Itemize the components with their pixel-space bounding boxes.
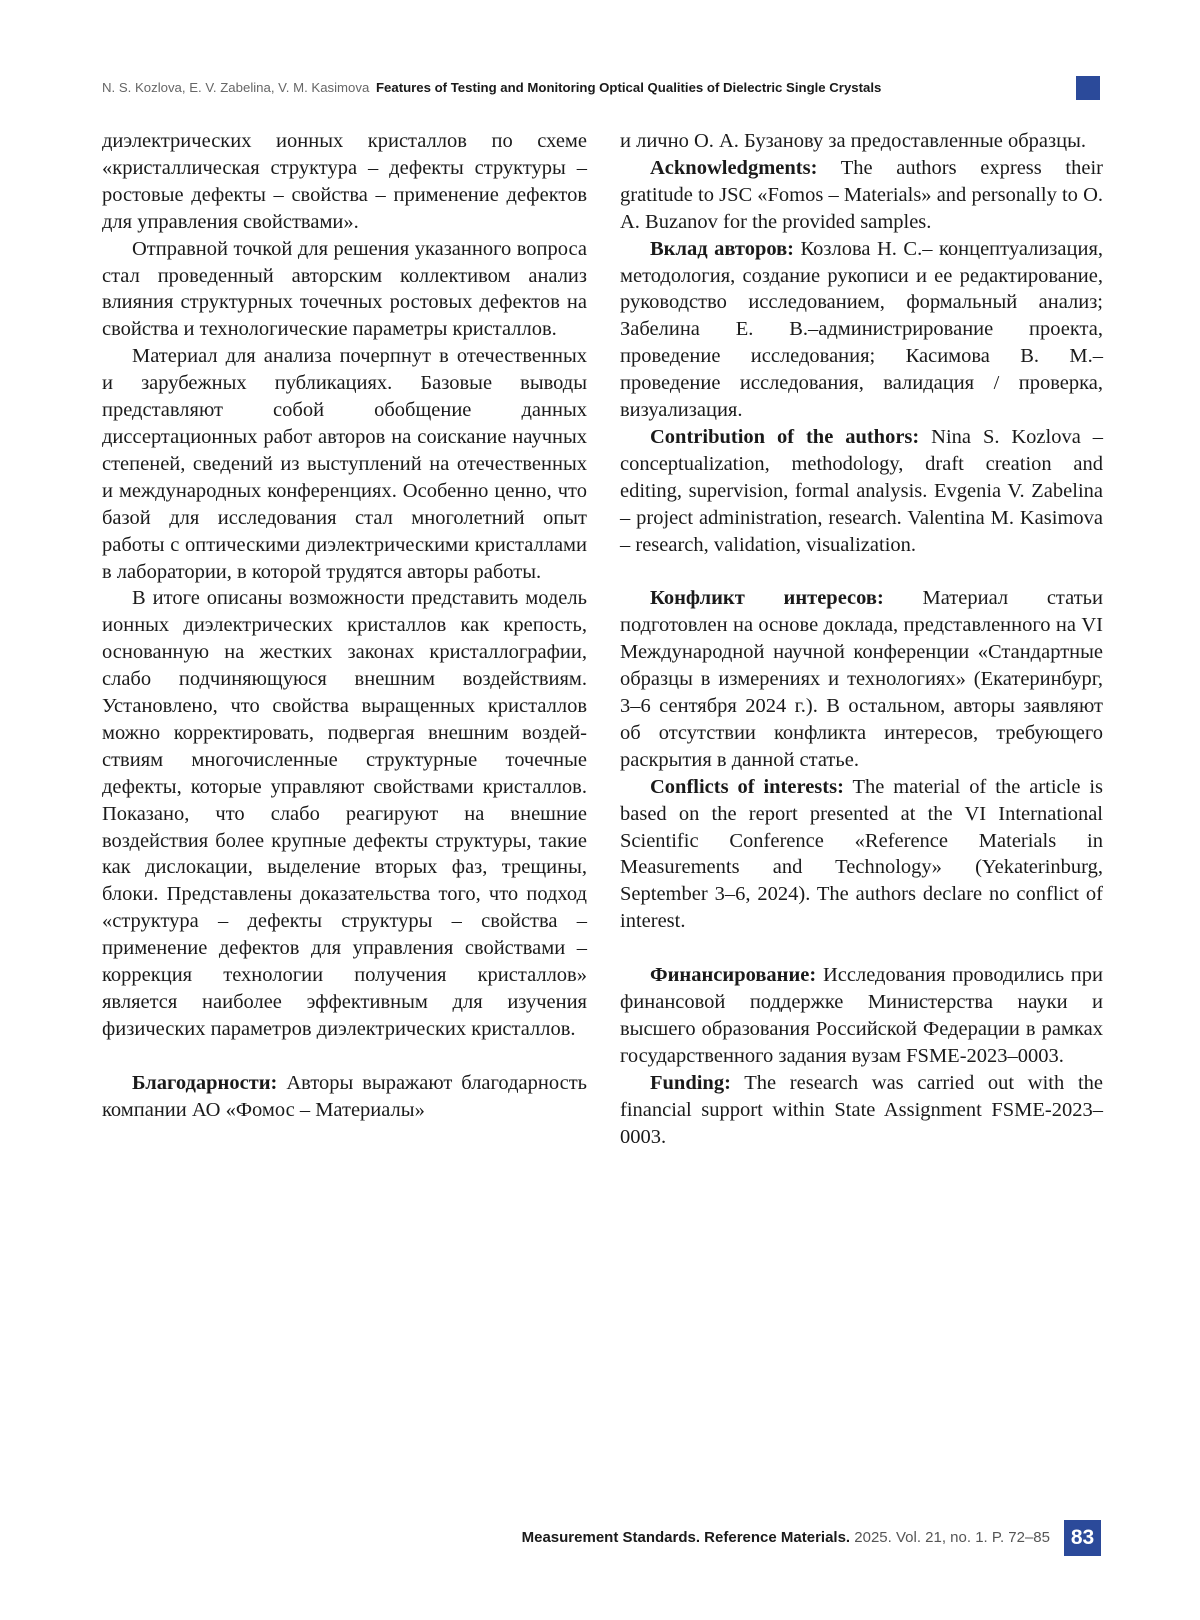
conflict-ru (620, 585, 1103, 773)
funding-en-text: The research was carried out with the financial support within State Assignment FSME-2023–0003. (620, 1071, 1103, 1148)
running-header (102, 76, 1100, 100)
conflict-ru-label: Конфликт интересов: (650, 587, 884, 610)
funding-en (620, 1070, 1103, 1151)
running-footer (460, 1522, 1050, 1554)
funding-en-label: Funding: (650, 1071, 731, 1094)
header-accent-square (1076, 76, 1100, 100)
acknowledgments-en-text: The authors express their gratitude to JSC «Fomos – Materials» and personally to O. A. Buzanov for the provided samples. (620, 156, 1103, 233)
paragraph-conclusion: В итоге описаны возможности представить модель ионных диэлектрических кристаллов как крепость, основанную на жестких законах кристаллографии, слабо подчиняющуюся внешним воздействиям. Установлено, что свойства выращенных кристаллов можно корректировать, подвергая внешним воздействиям многочисленные структурные точечные дефекты, которые управляют свойствами кристаллов. Показано, что слабо реагируют на внешние воздействия более крупные дефекты структуры, такие как дислокации, выделение вторых фаз, трещины, блоки. Представлены доказательства того, что подход «структура – дефекты структуры – свойства – применение дефектов для управления свойствами – коррекция технологии получения кристаллов» является наиболее эффективным для изучения физических параметров диэлектрических кристаллов. (102, 587, 587, 1040)
contribution-en (620, 424, 1103, 559)
contribution-ru-text: Козлова Н. С.– концептуализация, методология, создание рукописи и ее редактирование, руководство исследованием, формальный анализ; Забелина Е. В.–администрирование проекта, проведение исследования; Касимова В. М.– проведение исследования, валидация / проверка, визуализация. (620, 237, 1103, 422)
conflict-ru-text: Материал статьи подготовлен на основе доклада, представленного на VI Международной научной конференции «Стандартные образцы в измерениях и технологиях» (Екатеринбург, 3–6 сентября 2024 г.). В остальном, авторы заявляют об отсутствии конфликта интересов, требующего раскрытия в данной статье. (620, 587, 1103, 771)
header-authors: N. S. Kozlova, E. V. Zabelina, V. M. Kasimova (102, 80, 370, 95)
footer-journal-name: Measurement Standards. Reference Materials. (521, 1529, 851, 1546)
acknowledgments-en (620, 155, 1103, 236)
header-article-title: Features of Testing and Monitoring Optical Qualities of Dielectric Single Crystals (375, 80, 882, 95)
left-column (102, 128, 587, 1124)
funding-ru-text: Исследования проводились при финансовой поддержке Министерства науки и высшего образования Российской Федерации в рамках государственного задания вузам FSME-2023–0003. (620, 964, 1103, 1067)
contribution-en-label: Contribution of the authors: (650, 425, 920, 448)
paragraph-material-sources: Материал для анализа почерпнут в отечественных и зарубежных публикациях. Базовые выводы представляют собой обобщение данных диссертационных работ авторов на соискание научных степеней, сведений из выступлений на отечественных и международных конференциях. Особенно ценно, что базой для исследования стал многолетний опыт работы с оптическими диэлектрическими кристаллами в лаборатории, в которой трудятся авторы работы. (102, 345, 587, 583)
conflict-en-label: Conflicts of interests: (650, 775, 844, 798)
funding-ru (620, 962, 1103, 1070)
contribution-ru (620, 236, 1103, 424)
contribution-ru-label: Вклад авторов: (650, 237, 795, 260)
funding-ru-label: Финансирование: (650, 964, 817, 987)
paragraph-continuation: диэлектрических ионных кристаллов по схеме «кристаллическая структура – дефекты структуры – ростовые дефекты – свойства – применение дефектов для управления свойствами». (102, 130, 587, 233)
acknowledgments-ru-label: Благодарности: (132, 1071, 278, 1094)
footer-citation: 2025. Vol. 21, no. 1. P. 72–85 (854, 1529, 1050, 1546)
acknowledgments-ru-continuation: и лично О. А. Бузанову за предоставленные образцы. (620, 130, 1086, 152)
page-number-badge: 83 (1064, 1520, 1101, 1556)
acknowledgments-ru-text: Авторы выражают благодарность компании АО «Фомос – Материалы» (102, 1071, 588, 1121)
acknowledgments-en-label: Acknowledgments: (650, 156, 818, 179)
conflict-en-text: The material of the article is based on the report presented at the VI International Scientific Conference «Reference Materials in Measurements and Technology» (Yekaterinburg, September 3–6, 2024). The authors declare no conflict of interest. (620, 775, 1103, 933)
conflict-en (620, 774, 1103, 935)
right-column (620, 128, 1103, 1150)
acknowledgments-ru (102, 1070, 587, 1124)
contribution-en-text: Nina S. Kozlova – conceptualization, methodology, draft creation and editing, supervision, formal analysis. Evgenia V. Zabelina – project administration, research. Valentina M. Kasimova – research, validation, visualization. (620, 425, 1103, 556)
paragraph-starting-point: Отправной точкой для решения указанного вопроса стал проведенный авторским коллективом анализ влияния структурных точечных ростовых дефектов на свойства и технологические параметры кристаллов. (102, 237, 587, 341)
